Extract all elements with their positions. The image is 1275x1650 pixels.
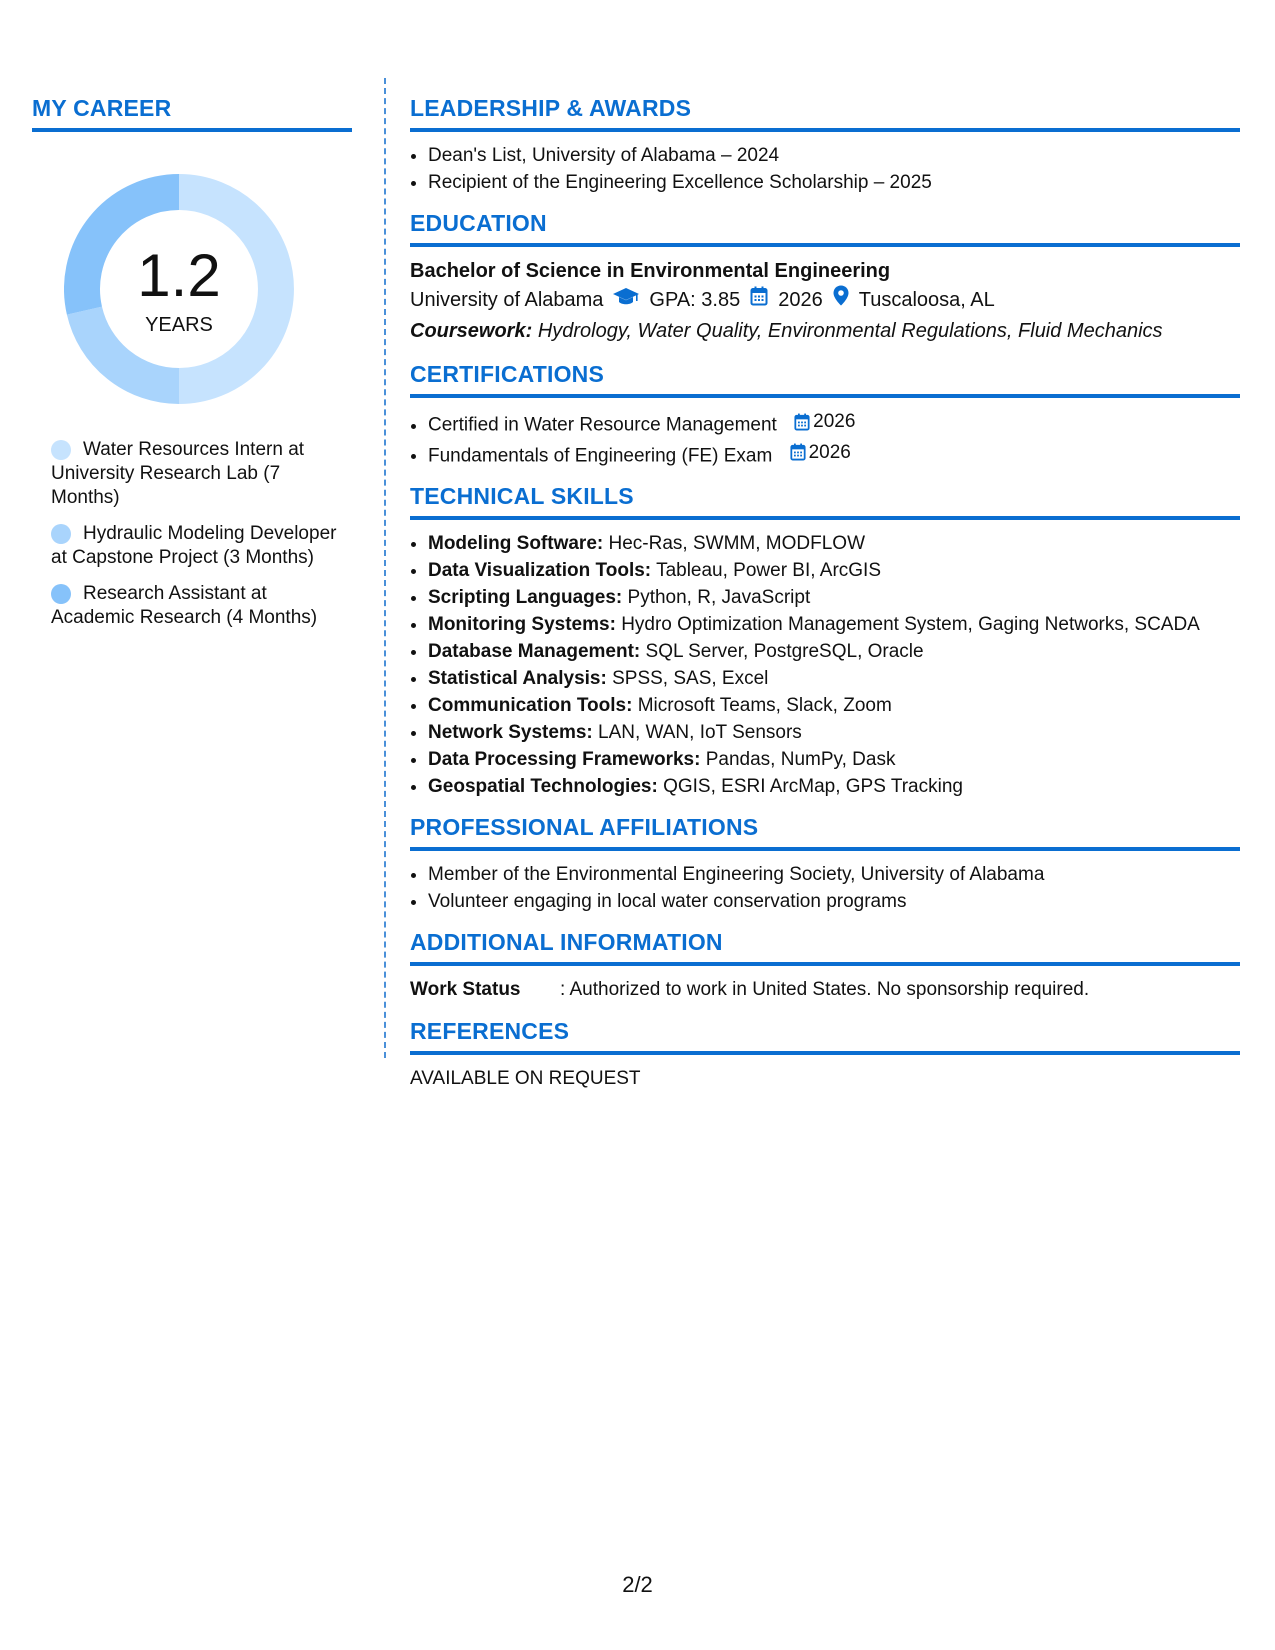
work-status-value: : Authorized to work in United States. No sponsorship required. bbox=[560, 979, 1090, 1000]
skill-item bbox=[428, 773, 1240, 800]
certification-year: 2026 bbox=[808, 441, 851, 463]
section-rule bbox=[410, 243, 1240, 247]
coursework-list: Hydrology, Water Quality, Environmental Regulations, Fluid Mechanics bbox=[537, 320, 1163, 342]
skill-label: Database Management: bbox=[428, 641, 641, 662]
list-item bbox=[428, 439, 1240, 470]
skill-value: SQL Server, PostgreSQL, Oracle bbox=[645, 641, 924, 662]
career-legend-item bbox=[51, 522, 352, 570]
list-item: • Dean's List, University of Alabama – 2024 bbox=[428, 142, 1240, 169]
leadership-title: LEADERSHIP & AWARDS bbox=[410, 95, 692, 121]
graduation-year: 2026 bbox=[778, 289, 823, 311]
section-rule bbox=[410, 394, 1240, 398]
skill-label: Modeling Software: bbox=[428, 533, 604, 554]
skill-value: Python, R, JavaScript bbox=[627, 587, 811, 608]
certifications-section bbox=[410, 361, 1240, 469]
list-item: • Member of the Environmental Engineering Society, University of Alabama bbox=[428, 861, 1240, 888]
certification-year: 2026 bbox=[813, 411, 856, 432]
skill-value: Hydro Optimization Management System, Gaging Networks, SCADA bbox=[621, 614, 1200, 635]
affiliations-title: PROFESSIONAL AFFILIATIONS bbox=[410, 814, 759, 840]
career-title: MY CAREER bbox=[32, 95, 172, 121]
skill-value: SPSS, SAS, Excel bbox=[612, 668, 769, 689]
references-text: AVAILABLE ON REQUEST bbox=[410, 1068, 641, 1089]
main-content bbox=[410, 95, 1240, 1107]
school-name: University of Alabama bbox=[410, 289, 604, 311]
skill-label: Scripting Languages: bbox=[428, 587, 623, 608]
skill-value: Hec-Ras, SWMM, MODFLOW bbox=[608, 533, 866, 554]
references-title: REFERENCES bbox=[410, 1018, 570, 1044]
skill-value: Microsoft Teams, Slack, Zoom bbox=[637, 695, 892, 716]
references-section bbox=[410, 1018, 1240, 1093]
skill-label: Data Processing Frameworks: bbox=[428, 749, 701, 770]
skills-section bbox=[410, 483, 1240, 800]
education-title: EDUCATION bbox=[410, 210, 547, 236]
skill-item bbox=[428, 638, 1240, 665]
work-status-label: Work Status bbox=[410, 979, 521, 1000]
career-total-unit: YEARS bbox=[145, 314, 213, 336]
career-sidebar bbox=[32, 95, 352, 642]
list-item: • Volunteer engaging in local water conservation programs bbox=[428, 888, 1240, 915]
coursework-label: Coursework: bbox=[410, 320, 533, 342]
affiliations-list bbox=[410, 861, 1240, 915]
coursework bbox=[410, 316, 1240, 347]
section-rule bbox=[410, 847, 1240, 851]
school-location: Tuscaloosa, AL bbox=[858, 289, 995, 311]
skill-label: Network Systems: bbox=[428, 722, 593, 743]
legend-dot bbox=[51, 440, 71, 460]
gpa: GPA: 3.85 bbox=[649, 289, 741, 311]
skill-item bbox=[428, 611, 1240, 638]
skill-item bbox=[428, 584, 1240, 611]
legend-dot bbox=[51, 524, 71, 544]
section-rule bbox=[410, 1051, 1240, 1055]
calendar-icon bbox=[790, 443, 806, 461]
career-legend-label: Water Resources Intern at University Research Lab (7 Months) bbox=[51, 439, 305, 508]
affiliations-section bbox=[410, 814, 1240, 915]
career-legend-item bbox=[51, 438, 352, 510]
certifications-list bbox=[410, 408, 1240, 469]
skills-list bbox=[410, 530, 1240, 800]
skill-item bbox=[428, 665, 1240, 692]
section-rule bbox=[410, 128, 1240, 132]
additional-info-section bbox=[410, 929, 1240, 1004]
column-divider bbox=[384, 78, 386, 1058]
certifications-title: CERTIFICATIONS bbox=[410, 361, 605, 387]
career-legend-item bbox=[51, 582, 352, 630]
additional-info-title: ADDITIONAL INFORMATION bbox=[410, 929, 723, 955]
legend-dot bbox=[51, 584, 71, 604]
certification-name: Fundamentals of Engineering (FE) Exam bbox=[428, 445, 773, 466]
skill-label: Communication Tools: bbox=[428, 695, 633, 716]
education-section bbox=[410, 210, 1240, 347]
skill-label: Statistical Analysis: bbox=[428, 668, 607, 689]
calendar-icon bbox=[750, 285, 768, 316]
work-status-row bbox=[410, 976, 1240, 1004]
career-title-rule bbox=[32, 128, 352, 132]
list-item: • Recipient of the Engineering Excellence Scholarship – 2025 bbox=[428, 169, 1240, 196]
graduation-cap-icon bbox=[613, 285, 639, 316]
skill-label: Data Visualization Tools: bbox=[428, 560, 652, 581]
career-legend-label: Hydraulic Modeling Developer at Capstone Project (3 Months) bbox=[51, 523, 337, 568]
leadership-section bbox=[410, 95, 1240, 196]
skill-value: Tableau, Power BI, ArcGIS bbox=[656, 560, 882, 581]
career-legend-label: Research Assistant at Academic Research (4 Months) bbox=[51, 583, 318, 628]
skill-label: Geospatial Technologies: bbox=[428, 776, 658, 797]
skill-item bbox=[428, 692, 1240, 719]
leadership-list bbox=[410, 142, 1240, 196]
skill-value: Pandas, NumPy, Dask bbox=[705, 749, 896, 770]
section-rule bbox=[410, 962, 1240, 966]
education-details bbox=[410, 285, 1240, 316]
list-item bbox=[428, 408, 1240, 439]
calendar-icon bbox=[794, 413, 810, 431]
page-number: 2/2 bbox=[622, 1572, 653, 1597]
skills-title: TECHNICAL SKILLS bbox=[410, 483, 634, 509]
section-rule bbox=[410, 516, 1240, 520]
skill-item bbox=[428, 719, 1240, 746]
career-donut-chart bbox=[64, 174, 294, 404]
location-pin-icon bbox=[833, 285, 849, 316]
skill-item bbox=[428, 530, 1240, 557]
skill-item bbox=[428, 746, 1240, 773]
skill-item bbox=[428, 557, 1240, 584]
career-total-value: 1.2 bbox=[137, 242, 221, 309]
skill-value: LAN, WAN, IoT Sensors bbox=[598, 722, 802, 743]
certification-name: Certified in Water Resource Management bbox=[428, 414, 777, 436]
degree-name: Bachelor of Science in Environmental Engineering bbox=[410, 260, 891, 282]
career-legend bbox=[32, 438, 352, 630]
skill-label: Monitoring Systems: bbox=[428, 614, 616, 635]
skill-value: QGIS, ESRI ArcMap, GPS Tracking bbox=[663, 776, 963, 797]
